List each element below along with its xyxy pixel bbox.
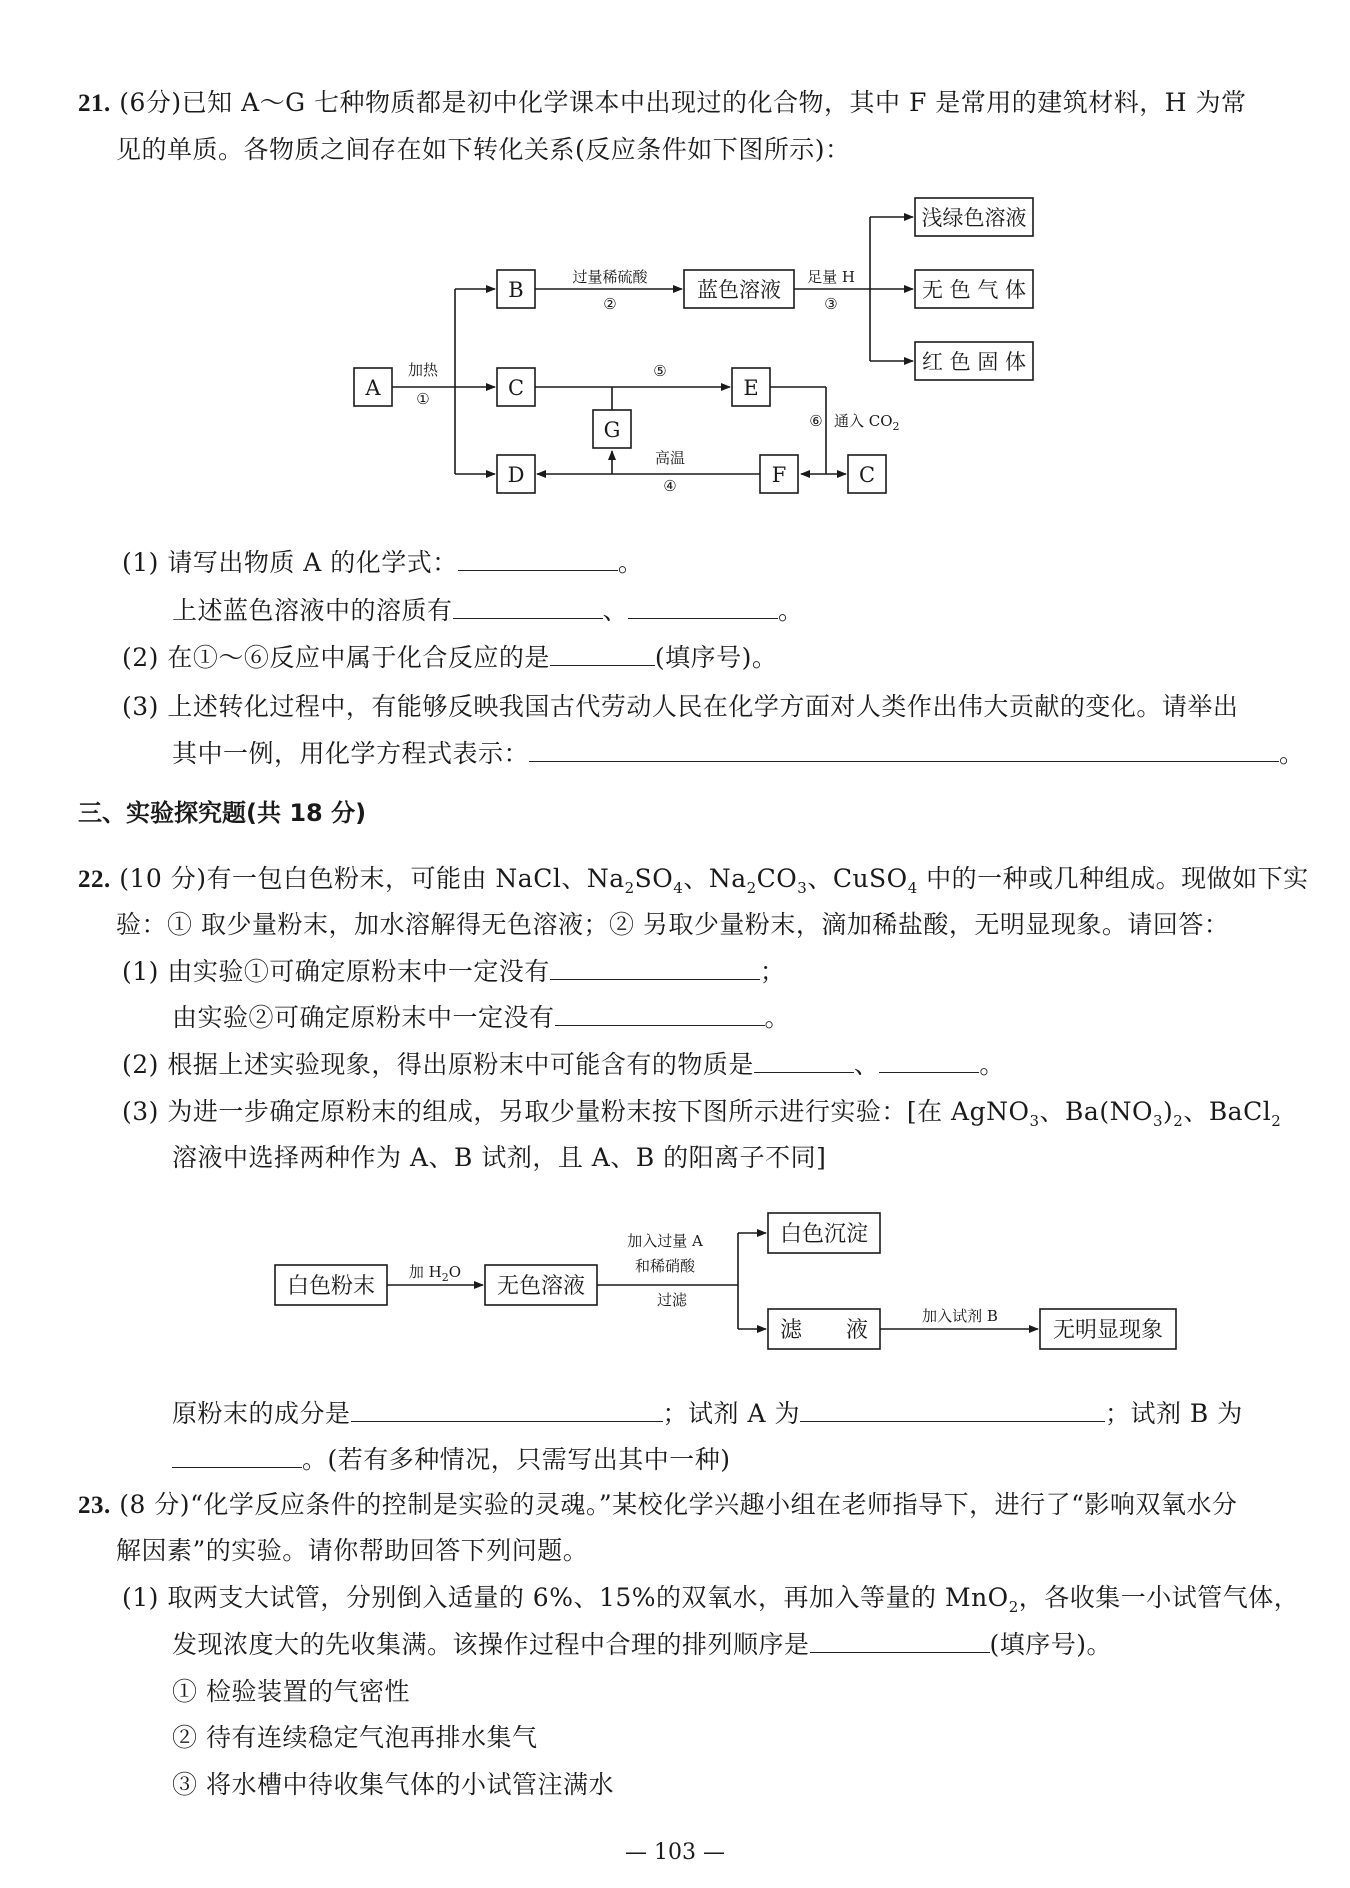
q23-step-1: ① 检验装置的气密性 [172, 1677, 410, 1706]
q22-experiment-flowchart [270, 1205, 1190, 1375]
q22-stem-line2: 验：① 取少量粉末，加水溶解得无色溶液；② 另取少量粉末，滴加稀盐酸，无明显现象。请回答： [116, 910, 1230, 939]
q21-part1b: 上述蓝色溶液中的溶质有 、 。 [172, 596, 804, 625]
node-gas: 无 色 气 体 [921, 278, 1027, 302]
label-reaction-3: ③ [824, 295, 838, 313]
node-d: D [507, 463, 525, 487]
node-red-solid: 红 色 固 体 [921, 350, 1027, 374]
q21-stem-line2: 见的单质。各物质之间存在如下转化关系(反应条件如下图所示)： [116, 135, 851, 164]
q22-part1b: 由实验②可确定原粉末中一定没有 。 [172, 1003, 791, 1032]
page-number: — 103 — [625, 1840, 725, 1865]
node-blue-solution: 蓝色溶液 [697, 278, 781, 302]
q23-part1b: 发现浓度大的先收集满。该操作过程中合理的排列顺序是 (填序号)。 [172, 1630, 1113, 1659]
node-green-solution: 浅绿色溶液 [921, 206, 1027, 230]
q22-part2: (2) 根据上述实验现象，得出原粉末中可能含有的物质是 、 。 [122, 1050, 1005, 1079]
label-dilute-nitric-acid: 和稀硝酸 [634, 1257, 696, 1275]
q21-part2: (2) 在①～⑥反应中属于化合反应的是 (填序号)。 [122, 643, 778, 672]
node-b: B [508, 278, 524, 302]
label-excess-h: 足量 H [807, 268, 855, 286]
label-reaction-6: ⑥ [809, 412, 823, 430]
answer-blank[interactable] [458, 546, 618, 571]
q23-part1a: (1) 取两支大试管，分别倒入适量的 6%、15%的双氧水，再加入等量的 MnO$_2$，各收集一小试管气体， [122, 1583, 1300, 1616]
label-high-temperature: 高温 [654, 449, 686, 467]
white-precipitate: 白色沉淀 [779, 1222, 869, 1247]
white-powder: 白色粉末 [286, 1274, 376, 1299]
node-f: F [771, 463, 787, 487]
q23-step-2: ② 待有连续稳定气泡再排水集气 [172, 1723, 538, 1752]
q22-part3a: (3) 为进一步确定原粉末的组成，另取少量粉末按下图所示进行实验：[在 AgNO$_3$、$Ba(NO_3)_2$、BaCl$_2$ [122, 1097, 1282, 1130]
node-c: C [507, 376, 525, 400]
answer-blank[interactable] [172, 1443, 302, 1468]
section-heading: 三、实验探究题(共 18 分) [78, 799, 367, 827]
answer-blank[interactable] [754, 1048, 854, 1073]
q21-number: 21. [78, 90, 111, 117]
q23-stem-line2: 解因素”的实验。请你帮助回答下列问题。 [116, 1536, 589, 1565]
answer-blank[interactable] [351, 1397, 663, 1422]
label-filter: 过滤 [656, 1291, 688, 1309]
q21-stem-text1: (6分)已知 A～G 七种物质都是初中化学课本中出现过的化合物，其中 F 是常用的建筑材料，H 为常 [119, 88, 1247, 117]
answer-blank[interactable] [453, 594, 603, 619]
colorless-solution: 无色溶液 [496, 1274, 586, 1299]
node-a: A [365, 376, 381, 400]
q21-part3b: 其中一例，用化学方程式表示： 。 [172, 739, 1305, 768]
node-c2: C [858, 463, 876, 487]
q22-part1a: (1) 由实验①可确定原粉末中一定没有 ； [122, 957, 786, 986]
q21-conversion-diagram [340, 190, 1080, 520]
q22-number: 22. [78, 866, 111, 893]
answer-blank[interactable] [800, 1397, 1105, 1422]
label-reaction-5: ⑤ [653, 362, 667, 380]
label-reaction-2: ② [603, 295, 617, 313]
q21-stem-line1 [78, 86, 1247, 121]
q23-step-3: ③ 将水槽中待收集气体的小试管注满水 [172, 1770, 614, 1799]
q23-stem-line1: 23. (8 分)“化学反应条件的控制是实验的灵魂。”某校化学兴趣小组在老师指导下，进行了“影响双氧水分 [78, 1490, 1238, 1519]
answer-blank[interactable] [555, 1001, 765, 1026]
answer-blank[interactable] [550, 641, 655, 666]
no-obvious-phenomenon: 无明显现象 [1052, 1318, 1164, 1343]
q22-answer-line1: 原粉末的成分是 ；试剂 A 为 ；试剂 B 为 [172, 1399, 1243, 1428]
node-e: E [743, 376, 759, 400]
q22-part3b: 溶液中选择两种作为 A、B 试剂，且 A、B 的阳离子不同] [172, 1143, 827, 1172]
label-pass-co2: 通入 $CO_2$ [834, 412, 900, 433]
q21-part3a: (3) 上述转化过程中，有能够反映我国古代劳动人民在化学方面对人类作出伟大贡献的变化。请举出 [122, 692, 1239, 721]
answer-blank[interactable] [529, 737, 1279, 762]
answer-blank[interactable] [550, 955, 760, 980]
answer-blank[interactable] [879, 1048, 979, 1073]
node-g: G [603, 418, 621, 442]
label-heat: 加热 [407, 361, 439, 379]
answer-blank[interactable] [810, 1628, 990, 1653]
q23-number: 23. [78, 1492, 111, 1519]
label-reaction-1: ① [416, 390, 430, 408]
q22-answer-line2: 。(若有多种情况，只需写出其中一种) [172, 1443, 731, 1477]
q22-stem-line1: 22. (10 分)有一包白色粉末，可能由 NaCl、$Na_2SO_4$、$Na_2CO_3$、CuSO$_4$ 中的一种或几种组成。现做如下实 [78, 864, 1309, 897]
label-add-water: 加 $H_2O$ [408, 1263, 462, 1284]
label-reaction-4: ④ [663, 477, 677, 495]
label-dilute-sulfuric-acid: 过量稀硫酸 [572, 268, 648, 286]
answer-blank[interactable] [628, 594, 778, 619]
filtrate: 滤 液 [779, 1318, 869, 1343]
label-add-reagent-b: 加入试剂 B [922, 1307, 998, 1325]
q21-part1a: (1) 请写出物质 A 的化学式： 。 [122, 548, 644, 577]
label-add-excess-a: 加入过量 A [627, 1232, 703, 1250]
